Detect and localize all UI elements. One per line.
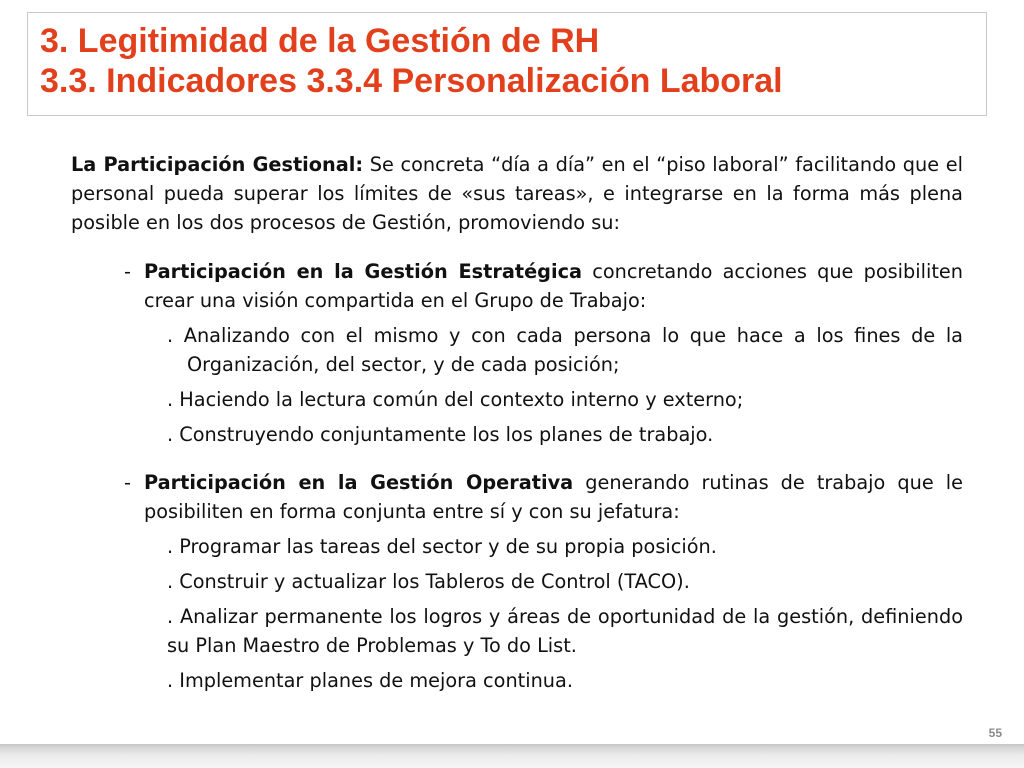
intro-label: La Participación Gestional: [71, 153, 364, 176]
slide-title-line-2: 3.3. Indicadores 3.3.4 Personalización Laboral [40, 62, 783, 100]
section-heading: Participación en la Gestión Operativa [144, 471, 574, 494]
list-item: . Implementar planes de mejora continua. [167, 669, 573, 692]
section-text: generando rutinas de trabajo que le posibiliten en forma conjunta entre sí y con su jefatura: [144, 471, 963, 523]
intro-paragraph [71, 150, 963, 237]
footer-bar [0, 744, 1024, 768]
intro-text: Se concreta “día a día” en el “piso laboral” facilitando que el personal pueda superar los límites de «sus tareas», e integrarse en la forma más plena posible en los dos procesos de Gestión, promoviendo su: [71, 153, 963, 234]
section-text: concretando acciones que posibiliten crear una visión compartida en el Grupo de Trabajo: [144, 260, 963, 312]
section-dash: - [124, 471, 131, 494]
section-operational [124, 468, 963, 526]
section-dash: - [124, 260, 131, 283]
section-heading: Participación en la Gestión Estratégica [144, 260, 583, 283]
list-item: . Construyendo conjuntamente los los planes de trabajo. [167, 423, 714, 446]
list-item: . Analizar permanente los logros y áreas de oportunidad de la gestión, definiendo su Plan Maestro de Problemas y To do List. [167, 605, 963, 657]
operational-bullets [167, 532, 963, 695]
strategic-bullets [167, 321, 963, 449]
slide-content [71, 150, 963, 695]
page-number: 55 [988, 726, 1002, 740]
list-item: . Haciendo la lectura común del contexto interno y externo; [167, 388, 744, 411]
list-item: . Analizando con el mismo y con cada persona lo que hace a los fines de la Organización, del sector, y de cada posición; [167, 324, 963, 376]
section-strategic [124, 257, 963, 315]
list-item: . Construir y actualizar los Tableros de Control (TACO). [167, 570, 690, 593]
list-item: . Programar las tareas del sector y de su propia posición. [167, 535, 717, 558]
slide-title-line-1: 3. Legitimidad de la Gestión de RH [40, 22, 600, 60]
title-box [27, 12, 987, 116]
